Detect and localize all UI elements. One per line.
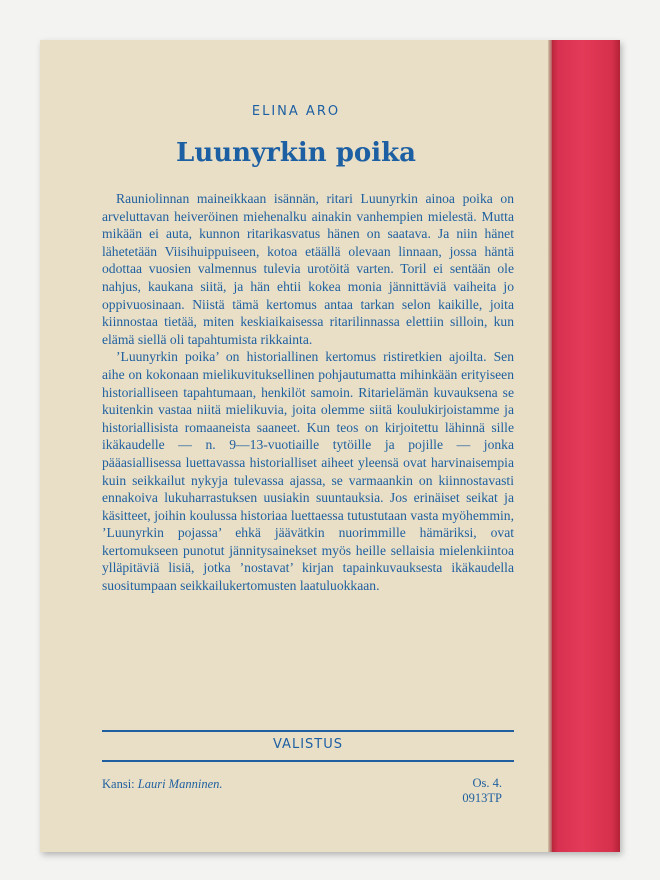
credit-label: Kansi:: [102, 777, 135, 791]
catalog-code-line-1: Os. 4.: [472, 776, 502, 790]
author-name: ELINA ARO: [251, 104, 341, 119]
catalog-code-line-2: 0913TP: [462, 791, 502, 805]
book: [40, 40, 620, 852]
blurb-paragraph-2: ’Luunyrkin poika’ on historiallinen kertomus ristiretkien ajoilta. Sen aihe on kokonaan mielikuvituksellinen pohjautumatta mihinkään erityiseen historialliseen tapahtumaan, henkilöt samoin. Ritarielämän kuvauksena se kuitenkin vastaa niitä mielikuvia, joita olemme siitä koulukirjoistamme ja historiallisista romaaneista saaneet. Kun teos on kirjoitettu lähinnä sille ikäkaudelle — n. 9—13-vuotiaille tytöille ja pojille — jonka pääasiallisessa luettavassa historialliset aiheet yleensä ovat harvinaisempia kuin seikkailut nykyja tulevassa ajassa, se varmaankin on kiinnostavasti ennakoiva lukuharrastuksen uusiakin suuntauksia. Jos erinäiset seikat ja käsitteet, joihin koulussa historiaa luettaessa tutustutaan vasta myöhemmin, ’Luunyrkin pojassa’ ehkä jäävätkin nuorimmille hämäriksi, ovat kertomukseen punotut jännitysainekset myös heille sellaisia mielenkiintoa ylläpitäviä lisiä, jotka ’nostavat’ kirjan tapainkuvauksesta ikäkaudella suositumpaan seikkailukertomusten laatuluokkaan.: [102, 349, 514, 594]
blurb: [102, 190, 514, 595]
cover-credit: [102, 777, 223, 792]
publisher: VALISTUS: [273, 737, 343, 752]
credit-name: Lauri Manninen.: [137, 777, 223, 791]
back-cover: [40, 40, 552, 852]
red-spine: [552, 40, 620, 852]
divider-bottom: [102, 760, 514, 762]
divider-top: [102, 730, 514, 732]
book-title: Luunyrkin poika: [176, 138, 416, 168]
catalog-code: [462, 776, 502, 806]
blurb-paragraph-1: Rauniolinnan maineikkaan isännän, ritari Luunyrkin ainoa poika on arveluttavan heiveröinen miehenalku ainakin vanhempien mielestä. Mutta mikään ei auta, kunnon ritarikasvatus hänen on saatava. Ja niin hänet lähetetään Viisihuippuiseen, kotoa etäällä olevaan linnaan, jossa häntä odottaa vuosien valmennus tulevia urotöitä varten. Toril ei sentään ole nahjus, kaukana siitä, ja hän ehtii kokea monia jännittäviä vaiheita jo oppivuosinaan. Niistä tämä kertomus antaa tarkan selon kaikille, joita kiinnostaa tietää, miten keskiaikaisessa ritarilinnassa elettiin silloin, kun elämä siellä oli tapahtumista rikkainta.: [102, 191, 514, 347]
